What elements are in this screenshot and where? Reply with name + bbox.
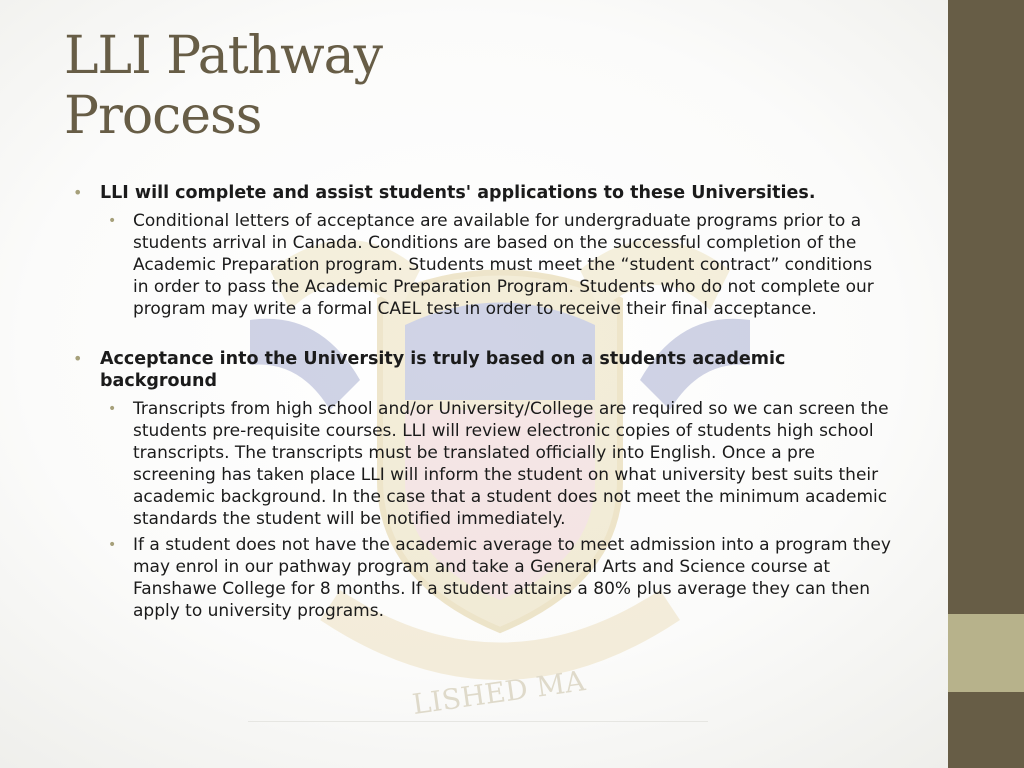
bullet-level1	[72, 182, 892, 204]
bullet-text: Acceptance into the University is truly based on a students academic background	[100, 349, 786, 391]
footer-divider	[248, 721, 708, 722]
crest-motto-text: LISHED MA	[410, 664, 588, 722]
bullet-level2	[72, 210, 892, 320]
side-decor-accent	[948, 614, 1024, 692]
bullet-level1	[72, 348, 892, 392]
bullet-level2	[72, 534, 892, 622]
bullet-dot-icon: •	[108, 401, 117, 417]
bullet-text: If a student does not have the academic average to meet admission into a program they may enrol in our pathway program and take a General Arts and Science course at Fanshawe College for 8 months. If a student attains a 80% plus average they can then apply to university programs.	[133, 535, 891, 621]
bullet-dot-icon: •	[108, 537, 117, 553]
slide-title	[64, 26, 764, 146]
bullet-dot-icon: •	[108, 213, 117, 229]
slide-title-line-1: LLI Pathway	[64, 26, 383, 86]
slide-title-line-2: Process	[64, 86, 262, 146]
bullet-text: LLI will complete and assist students' applications to these Universities.	[100, 183, 816, 203]
bullet-level2	[72, 398, 892, 530]
bullet-text: Transcripts from high school and/or University/College are required so we can screen the students pre-requisite courses. LLI will review electronic copies of students high school transcripts. The transcripts must be translated officially into English. Once a pre screening has taken place LLI will inform the student on what university best suits their academic background. In the case that a student does not meet the minimum academic standards the student will be notified immediately.	[133, 399, 889, 529]
bullet-dot-icon: •	[73, 183, 83, 202]
bullet-text: Conditional letters of acceptance are available for undergraduate programs prior to a students arrival in Canada. Conditions are based on the successful completion of the Academic Preparation program. Students must meet the “student contract” conditions in order to pass the Academic Preparation Program. Students who do not complete our program may write a formal CAEL test in order to receive their final acceptance.	[133, 211, 874, 319]
bullet-dot-icon: •	[73, 349, 83, 368]
slide-body	[72, 182, 892, 626]
